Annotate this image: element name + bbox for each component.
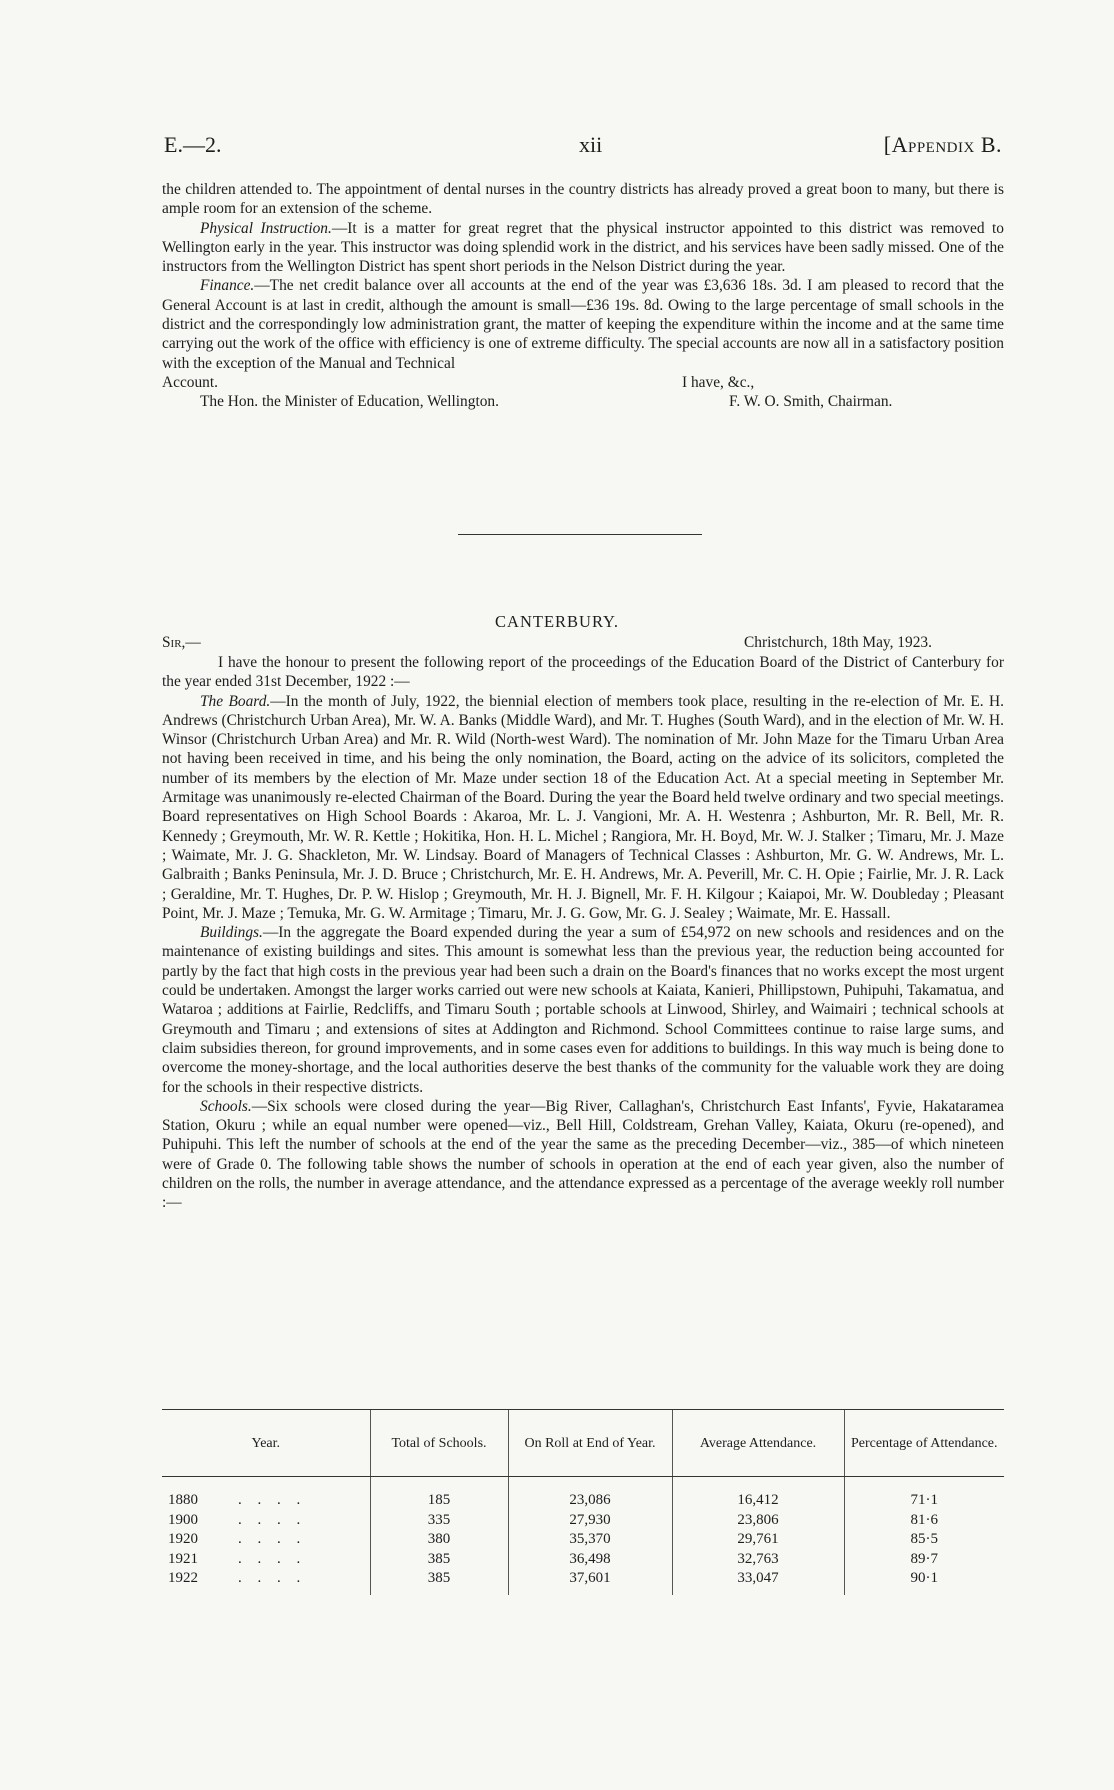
cell-attendance: 23,806 [672, 1511, 844, 1531]
header-percentage: Percentage of Attendance. [844, 1410, 1004, 1477]
salutation-row [162, 634, 1004, 654]
table-row [162, 1511, 1004, 1531]
table-row [162, 1569, 1004, 1595]
cell-year: 1922 . . . . [168, 1570, 307, 1586]
canterbury-report [162, 653, 1004, 1213]
cell-percentage: 71·1 [844, 1491, 1004, 1511]
section-text: —The net credit balance over all accounts at the end of the year was £3,636 18s. 3d. I am pleased to record that the General Account is at last in credit, although the amount is small—£36 19s. 8d. Owing to the large percentage of small schools in the district and the correspondingly low administration grant, the matter of keeping the expenditure within the income and at the same time carrying out the work of the office with efficiency is one of extreme difficulty. The special accounts are now all in a satisfactory position with the exception of the Manual and Technical [162, 277, 1004, 372]
table-spacer [162, 1477, 1004, 1492]
section-label: Finance. [200, 277, 255, 295]
table-row [162, 1530, 1004, 1550]
cell-year: 1880 . . . . [168, 1492, 307, 1508]
schools-statistics-table [162, 1409, 1004, 1595]
cell-attendance: 16,412 [672, 1491, 844, 1511]
table-header-row [162, 1410, 1004, 1477]
cell-percentage: 81·6 [844, 1511, 1004, 1531]
cell-percentage: 85·5 [844, 1530, 1004, 1550]
cell-schools: 335 [370, 1511, 508, 1531]
paragraph-schools [162, 1097, 1004, 1213]
leader-dots: . . . . [238, 1570, 307, 1586]
cell-schools: 185 [370, 1491, 508, 1511]
section-label: Schools. [200, 1097, 252, 1115]
closing-word: Account. [162, 373, 218, 391]
header-average-attendance: Average Attendance. [672, 1410, 844, 1477]
place-date: Christchurch, 18th May, 1923. [744, 634, 932, 651]
paragraph-finance [162, 276, 1004, 372]
section-label: Buildings. [200, 924, 263, 942]
cell-year: 1920 . . . . [168, 1531, 307, 1547]
signatory: F. W. O. Smith, Chairman. [729, 393, 893, 411]
page-header [164, 132, 1002, 162]
cell-roll: 35,370 [508, 1530, 672, 1550]
leader-dots: . . . . [238, 1492, 307, 1508]
header-total-schools: Total of Schools. [370, 1410, 508, 1477]
cell-roll: 36,498 [508, 1550, 672, 1570]
header-year: Year. [162, 1410, 370, 1477]
table-row [162, 1550, 1004, 1570]
section-divider [458, 534, 702, 535]
previous-report-continuation [162, 180, 1004, 412]
page-number: xii [579, 132, 603, 157]
addressee: The Hon. the Minister of Education, Wellington. [200, 393, 499, 411]
leader-dots: . . . . [238, 1531, 307, 1547]
leader-dots: . . . . [238, 1511, 307, 1528]
table-row [162, 1491, 1004, 1511]
paragraph-dental: the children attended to. The appointment of dental nurses in the country districts has already proved a great boon to many, but there is ample room for an extension of the scheme. [162, 181, 1004, 218]
closing-row [162, 373, 1004, 392]
cell-roll: 23,086 [508, 1491, 672, 1511]
salutation: Sir,— [162, 634, 201, 651]
leader-dots: . . . . [238, 1550, 307, 1567]
cell-schools: 385 [370, 1550, 508, 1570]
section-text: —Six schools were closed during the year—Big River, Callaghan's, Christchurch East Infants', Fyvie, Hakataramea Station, Okuru ; while an equal number were opened—viz., Bell Hill, Coldstream, Grehan Valley, Kaiata, Okuru (re-opened), and Puhipuhi. This left the number of schools at the end of the year the same as the preceding December—viz., 385—of which nineteen were of Grade 0. The following table shows the number of schools in operation at the end of each year given, also the number of children on the rolls, the number in average attendance, and the attendance expressed as a percentage of the average weekly roll number :— [162, 1097, 1004, 1212]
section-heading: CANTERBURY. [495, 612, 619, 631]
cell-roll: 37,601 [508, 1569, 672, 1595]
cell-year: 1921 . . . . [168, 1550, 307, 1567]
cell-percentage: 90·1 [844, 1569, 1004, 1595]
appendix-label: [Appendix B. [883, 132, 1002, 157]
paragraph-board [162, 692, 1004, 924]
cell-attendance: 33,047 [672, 1569, 844, 1595]
section-text: —It is a matter for great regret that the physical instructor appointed to this district was removed to Wellington early in the year. This instructor was doing splendid work in the district, and his services have been sadly missed. One of the instructors from the Wellington District has spent short periods in the Nelson District during the year. [162, 219, 1004, 276]
cell-schools: 380 [370, 1530, 508, 1550]
paragraph-physical-instruction [162, 219, 1004, 277]
cell-attendance: 32,763 [672, 1550, 844, 1570]
section-text: —In the aggregate the Board expended during the year a sum of £54,972 on new schools and residences and on the maintenance of existing buildings and sites. This amount is somewhat less than the previous year, the reduction being accounted for partly by the fact that high costs in the previous year had been such a drain on the Board's finances that no works except the most urgent could be undertaken. Amongst the larger works carried out were new schools at Kaiata, Kanieri, Phillipstown, Puhipuhi, Takamatua, and Wataroa ; additions at Fairlie, Redcliffs, and Timaru South ; portable schools at Linwood, Shirley, and Waimairi ; technical schools at Greymouth and Timaru ; and extensions of sites at Addington and Richmond. School Committees continue to raise large sums, and claim subsidies thereon, for ground improvements, and in some cases even for additions to buildings. In this way much is being done to overcome the money-shortage, and the local authorities deserve the best thanks of the community for the valuable work they are doing for the schools in their respective districts. [162, 924, 1004, 1096]
cell-roll: 27,930 [508, 1511, 672, 1531]
header-on-roll: On Roll at End of Year. [508, 1410, 672, 1477]
signature-row [162, 392, 1004, 411]
section-text: —In the month of July, 1922, the biennial election of members took place, resulting in the re-election of Mr. E. H. Andrews (Christchurch Urban Area), Mr. W. A. Banks (Middle Ward), and Mr. T. Hughes (South Ward), and in the election of Mr. W. H. Winsor (Christchurch Urban Area) and Mr. R. Wild (North-west Ward). The nomination of Mr. John Maze for the Timaru Urban Area not having been received in time, and his being the only nomination, the Board, acting on the advice of its solicitors, completed the number of its members by the election of Mr. Maze under section 18 of the Education Act. At a special meeting in September Mr. Armitage was unanimously re-elected Chairman of the Board. During the year the Board held twelve ordinary and two special meetings. Board representatives on High School Boards : Akaroa, Mr. L. J. Vangioni, Mr. A. H. Westenra ; Ashburton, Mr. R. Bell, Mr. R. Kennedy ; Greymouth, Mr. W. R. Kettle ; Hokitika, Hon. H. L. Michel ; Rangiora, Mr. H. Boyd, Mr. W. J. Stalker ; Timaru, Mr. J. Maze ; Waimate, Mr. J. G. Shackleton, Mr. W. Lindsay. Board of Managers of Technical Classes : Ashburton, Mr. G. W. Andrews, Mr. L. Galbraith ; Banks Peninsula, Mr. J. D. Bruce ; Christchurch, Mr. E. H. Andrews, Mr. A. Peverill, Mr. C. H. Opie ; Fairlie, Mr. J. R. Lack ; Geraldine, Mr. T. Hughes, Dr. P. W. Hislop ; Greymouth, Mr. H. J. Bignell, Mr. F. H. Kilgour ; Kaiapoi, Mr. W. Doubleday ; Pleasant Point, Mr. J. Maze ; Temuka, Mr. G. W. Armitage ; Timaru, Mr. J. G. Gow, Mr. G. J. Sealey ; Waimate, Mr. E. Hassall. [162, 692, 1004, 922]
cell-attendance: 29,761 [672, 1530, 844, 1550]
cell-schools: 385 [370, 1569, 508, 1595]
paragraph-buildings [162, 923, 1004, 1097]
series-code: E.—2. [164, 132, 222, 157]
cell-percentage: 89·7 [844, 1550, 1004, 1570]
sign-off: I have, &c., [682, 373, 755, 391]
section-label: The Board. [200, 692, 271, 710]
section-label: Physical Instruction. [200, 219, 332, 237]
paragraph-intro: I have the honour to present the following report of the proceedings of the Education Board of the District of Canterbury for the year ended 31st December, 1922 :— [162, 654, 1004, 691]
cell-year: 1900 . . . . [168, 1511, 307, 1528]
